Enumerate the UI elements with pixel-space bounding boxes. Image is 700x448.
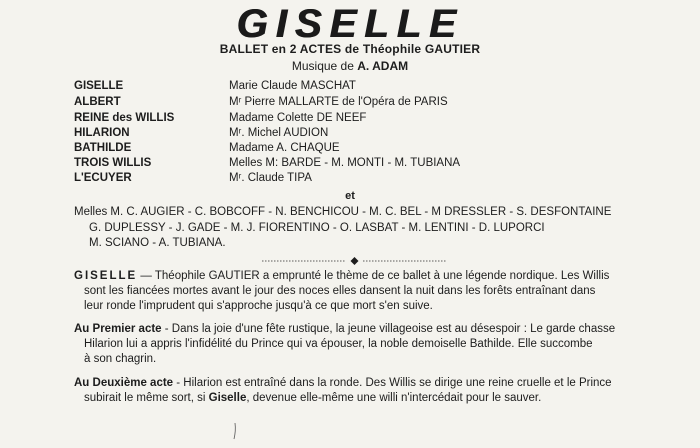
giselle-name: Giselle [208,392,247,404]
ensemble-line: Melles M. C. AUGIER - C. BOBCOFF - N. BENCHICOU - M. C. BEL - M DRESSLER - S. DESFONTAINE [74,206,612,218]
cast-role: GISELLE [74,80,124,92]
synopsis-text: - Dans la joie d'une fête rustique, la jeune villageoise est au désespoir : Le garde chasse [161,323,616,335]
act-two-lead: Au Deuxième acte [74,377,174,389]
subtitle-author: Théophile GAUTIER [362,42,481,56]
ornament-divider [262,257,447,265]
cast-actor: Mʳ. Claude TIPA [229,172,312,184]
music-credit [0,59,700,73]
synopsis-act-one [74,322,694,367]
synopsis-text: - Hilarion est entraîné dans la ronde. Des Willis se dirige une reine cruelle et le Prince [173,377,612,389]
music-composer: A. ADAM [357,59,409,73]
synopsis-act-two [74,376,694,406]
ballet-subtitle [0,42,700,56]
cast-role: TROIS WILLIS [74,157,152,169]
synopsis-text: leur ronde l'imprudent qui s'approche jusqu'à ce que mort s'en suive. [84,300,433,312]
cast-role: HILARION [74,127,130,139]
ensemble-line: G. DUPLESSY - J. GADE - M. J. FIORENTINO - O. LASBAT - M. LENTINI - D. LUPORCI [89,222,545,234]
synopsis-text: Hilarion lui a appris l'infidélité du Prince qui va épouser, la noble demoiselle Bathilde. Elle succombe [84,338,593,350]
synopsis-text: subirait le même sort, si [84,392,209,404]
cast-role: REINE des WILLIS [74,112,175,124]
ensemble-line: M. SCIANO - A. TUBIANA. [89,237,226,249]
synopsis-intro-lead: GISELLE [74,270,138,282]
synopsis-text: sont les fiancées mortes avant le jour des noces elles dansent la nuit dans les forêts entraînant dans [84,285,596,297]
cast-actor: Marie Claude MASCHAT [229,80,356,92]
subtitle-prefix: BALLET en 2 ACTES de [219,42,363,56]
cast-actor: Melles M: BARDE - M. MONTI - M. TUBIANA [229,157,461,169]
cast-role: BATHILDE [74,142,132,154]
page-title: GISELLE [236,2,464,46]
music-prefix: Musique de [291,59,358,73]
act-one-lead: Au Premier acte [74,323,162,335]
cast-role: L'ECUYER [74,172,132,184]
synopsis-text: , devenue elle-même une willi n'intercédait pour le sauver. [246,392,542,404]
cast-actor: Madame Colette DE NEEF [229,112,367,124]
synopsis-intro [74,269,694,314]
cast-actor: Madame A. CHAQUE [229,142,340,154]
ensemble-conjunction: et [345,190,355,202]
synopsis-text: — Théophile GAUTIER a emprunté le thème de ce ballet à une légende nordique. Les Willis [137,270,610,282]
synopsis-text: à son chagrin. [84,353,157,365]
cast-role: ALBERT [74,96,121,108]
cast-actor: Mʳ Pierre MALLARTE de l'Opéra de PARIS [229,96,448,108]
cast-actor: Mʳ. Michel AUDION [229,127,329,139]
ink-mark [232,422,238,440]
